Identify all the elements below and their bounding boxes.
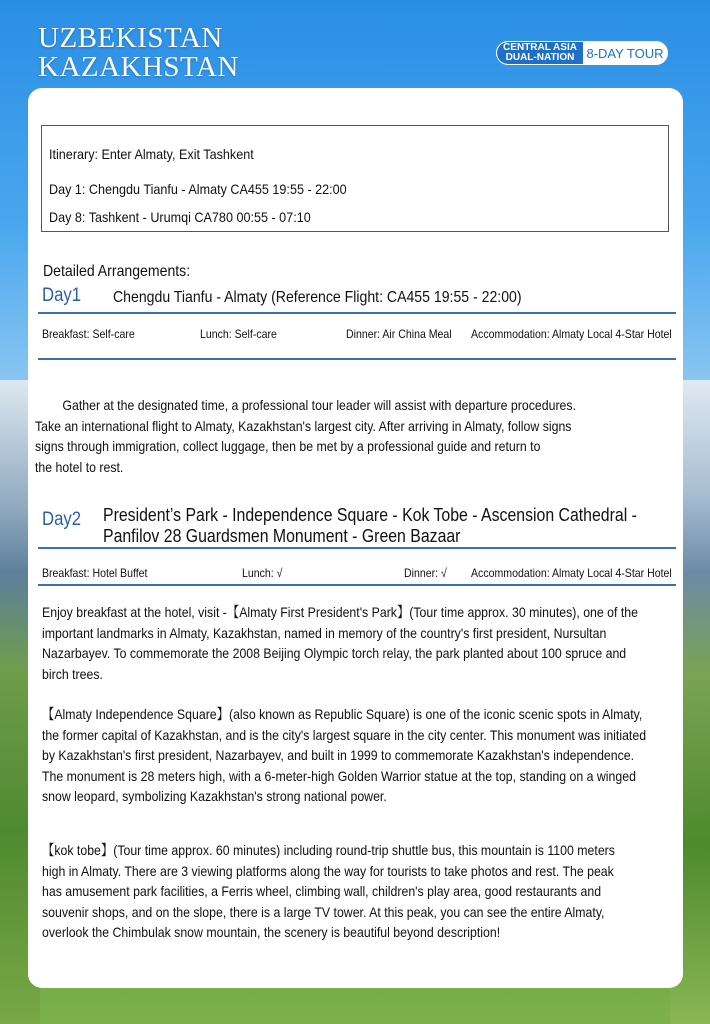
day2-meals-rule [38, 584, 676, 586]
badge-region-line-1: CENTRAL ASIA [503, 42, 577, 53]
day2-title [103, 505, 637, 547]
day1-line: the hotel to rest. [35, 458, 124, 475]
tour-badge [496, 41, 668, 65]
day1-line: Take an international flight to Almaty, Kazakhstan's largest city. After arriving in Almaty, follow signs [35, 417, 572, 434]
day1-accommodation: Accommodation: Almaty Local 4-Star Hotel [471, 327, 672, 341]
day2-title-rule [38, 547, 676, 549]
para-line: 【kok tobe】(Tour time approx. 60 minutes) including round-trip shuttle bus, this mountain is 1100 meters [42, 842, 615, 858]
day1-title-rule [38, 312, 676, 314]
itinerary-card [28, 88, 683, 988]
day2-title-line-1: President’s Park - Independence Square - Kok Tobe - Ascension Cathedral - [103, 505, 637, 525]
day1-lunch: Lunch: Self-care [200, 327, 277, 341]
day1-flight: Day 1: Chengdu Tianfu - Almaty CA455 19:55 - 22:00 [49, 181, 347, 197]
para-line: 【Almaty Independence Square】(also known as Republic Square) is one of the iconic scenic spots in Almaty, [42, 706, 643, 722]
day2-lunch: Lunch: √ [242, 566, 283, 580]
para-line: The monument is 28 meters high, with a 6-meter-high Golden Warrior statue at the top, standing on a winged [42, 767, 636, 784]
day1-title: Chengdu Tianfu - Almaty (Reference Flight: CA455 19:55 - 22:00) [113, 289, 522, 306]
para-line: high in Almaty. There are 3 viewing platforms along the way for tourists to take photos and rest. The peak [42, 862, 614, 879]
title-line-2: KAZAKHSTAN [38, 51, 239, 83]
itinerary-route: Itinerary: Enter Almaty, Exit Tashkent [49, 146, 254, 162]
para-line: Enjoy breakfast at the hotel, visit -【Almaty First President's Park】(Tour time approx. 30 minutes), one of the [42, 604, 639, 620]
para-line: souvenir shops, and on the slope, there is a large TV tower. At this peak, you can see the entire Almaty, [42, 903, 605, 920]
day1-meals-rule [38, 358, 676, 360]
day1-description [35, 395, 669, 477]
para-line: by Kazakhstan's first president, Nazarbayev, and built in 1999 to commemorate Kazakhstan's independence. [42, 747, 635, 763]
day1-label: Day1 [42, 285, 82, 306]
day2-title-line-2: Panfilov 28 Guardsmen Monument - Green Bazaar [103, 526, 461, 546]
badge-region [497, 42, 583, 64]
para-line: Nazarbayev. To commemorate the 2008 Beijing Olympic torch relay, the park planted about 100 spruce and [42, 645, 627, 661]
day1-breakfast: Breakfast: Self-care [42, 327, 135, 341]
day2-label: Day2 [42, 509, 82, 530]
day2-breakfast: Breakfast: Hotel Buffet [42, 566, 148, 580]
badge-duration: 8-DAY TOUR [586, 45, 664, 61]
page-title [38, 24, 239, 82]
day1-line: Gather at the designated time, a professional tour leader will assist with departure procedures. [35, 397, 576, 413]
title-line-1: UZBEKISTAN [38, 22, 223, 54]
itinerary-summary-box [41, 125, 669, 232]
day2-dinner: Dinner: √ [404, 566, 447, 580]
day1-dinner: Dinner: Air China Meal [346, 327, 452, 341]
para-line: has amusement park facilities, a Ferris wheel, climbing wall, children's play area, good restaurants and [42, 883, 602, 899]
arrangements-heading: Detailed Arrangements: [43, 263, 191, 280]
para-line: snow leopard, symbolizing Kazakhstan's strong national power. [42, 788, 387, 804]
day2-independence-square-paragraph [42, 704, 676, 807]
para-line: birch trees. [42, 665, 103, 682]
day8-flight: Day 8: Tashkent - Urumqi CA780 00:55 - 07:10 [49, 209, 311, 225]
badge-region-line-2: DUAL-NATION [505, 52, 575, 63]
day2-accommodation: Accommodation: Almaty Local 4-Star Hotel [471, 566, 672, 580]
day1-line: signs through immigration, collect luggage, then be met by a professional guide and return to [35, 438, 541, 454]
day2-president-park-paragraph [42, 602, 676, 684]
para-line: important landmarks in Almaty, Kazakhstan, named in memory of the country's first president, Nursultan [42, 624, 607, 641]
day2-kok-tobe-paragraph [42, 840, 676, 943]
para-line: overlook the Chimbulak snow mountain, the scenery is beautiful beyond description! [42, 924, 501, 940]
para-line: the former capital of Kazakhstan, and is the city's largest square in the city center. This monument was initiated [42, 726, 647, 743]
